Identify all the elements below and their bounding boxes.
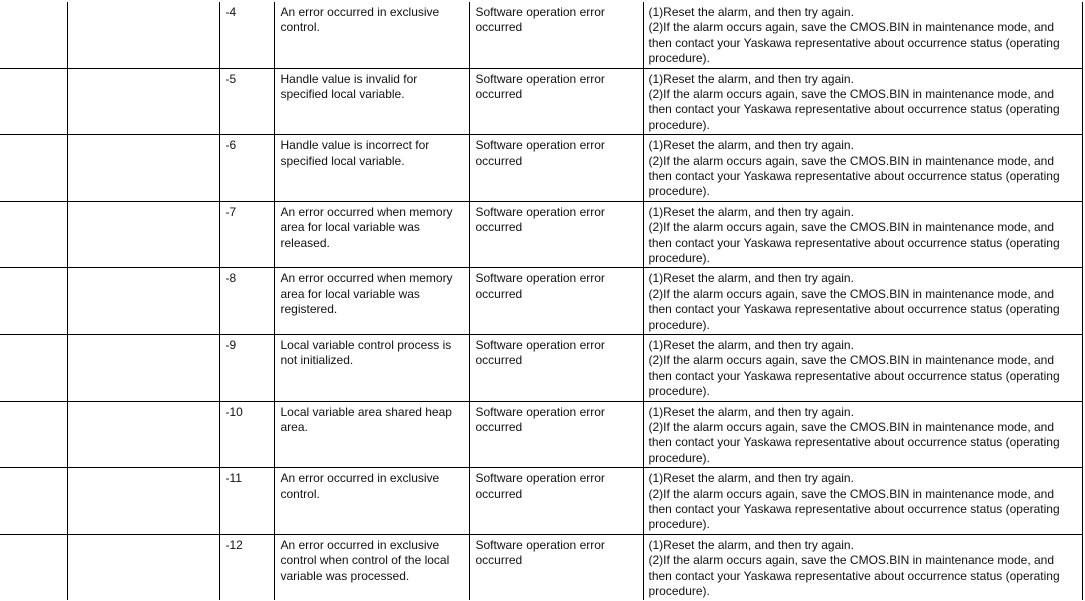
alarm-number-cell <box>0 401 67 468</box>
alarm-name-cell <box>67 68 219 135</box>
alarm-number-cell <box>0 68 67 135</box>
message-cell: An error occurred in exclusive control. <box>274 468 469 535</box>
remedy-cell: (1)Reset the alarm, and then try again. (2)If the alarm occurs again, save the CMOS.BIN in maintenance mode, and then contact your Yaskawa representative about occurrence status (operating procedure). <box>643 68 1082 135</box>
cause-cell: Software operation error occurred <box>469 334 643 401</box>
remedy-cell: (1)Reset the alarm, and then try again. (2)If the alarm occurs again, save the CMOS.BIN in maintenance mode, and then contact your Yaskawa representative about occurrence status (operating procedure). <box>643 201 1082 268</box>
alarm-name-cell <box>67 334 219 401</box>
cause-cell: Software operation error occurred <box>469 268 643 335</box>
table-row <box>0 401 1082 468</box>
alarm-name-cell <box>67 135 219 202</box>
alarm-number-cell <box>0 334 67 401</box>
sub-code-cell: -10 <box>219 401 274 468</box>
message-cell: Handle value is invalid for specified local variable. <box>274 68 469 135</box>
alarm-number-cell <box>0 2 67 68</box>
table-row <box>0 135 1082 202</box>
alarm-name-cell <box>67 268 219 335</box>
alarm-name-cell <box>67 2 219 68</box>
cause-cell: Software operation error occurred <box>469 2 643 68</box>
sub-code-cell: -8 <box>219 268 274 335</box>
table-body <box>0 2 1082 600</box>
message-cell: An error occurred when memory area for local variable was released. <box>274 201 469 268</box>
sub-code-cell: -4 <box>219 2 274 68</box>
message-cell: Local variable area shared heap area. <box>274 401 469 468</box>
alarm-name-cell <box>67 401 219 468</box>
sub-code-cell: -6 <box>219 135 274 202</box>
alarm-name-cell <box>67 201 219 268</box>
alarm-name-cell <box>67 534 219 600</box>
remedy-cell: (1)Reset the alarm, and then try again. (2)If the alarm occurs again, save the CMOS.BIN in maintenance mode, and then contact your Yaskawa representative about occurrence status (operating procedure). <box>643 534 1082 600</box>
table-row <box>0 468 1082 535</box>
table-row <box>0 2 1082 68</box>
alarm-number-cell <box>0 201 67 268</box>
message-cell: An error occurred in exclusive control. <box>274 2 469 68</box>
remedy-cell: (1)Reset the alarm, and then try again. (2)If the alarm occurs again, save the CMOS.BIN in maintenance mode, and then contact your Yaskawa representative about occurrence status (operating procedure). <box>643 401 1082 468</box>
remedy-cell: (1)Reset the alarm, and then try again. (2)If the alarm occurs again, save the CMOS.BIN in maintenance mode, and then contact your Yaskawa representative about occurrence status (operating procedure). <box>643 2 1082 68</box>
remedy-cell: (1)Reset the alarm, and then try again. (2)If the alarm occurs again, save the CMOS.BIN in maintenance mode, and then contact your Yaskawa representative about occurrence status (operating procedure). <box>643 334 1082 401</box>
alarm-number-cell <box>0 468 67 535</box>
remedy-cell: (1)Reset the alarm, and then try again. (2)If the alarm occurs again, save the CMOS.BIN in maintenance mode, and then contact your Yaskawa representative about occurrence status (operating procedure). <box>643 135 1082 202</box>
cause-cell: Software operation error occurred <box>469 401 643 468</box>
sub-code-cell: -11 <box>219 468 274 535</box>
cause-cell: Software operation error occurred <box>469 468 643 535</box>
table-row <box>0 534 1082 600</box>
alarm-number-cell <box>0 135 67 202</box>
sub-code-cell: -12 <box>219 534 274 600</box>
cause-cell: Software operation error occurred <box>469 135 643 202</box>
remedy-cell: (1)Reset the alarm, and then try again. (2)If the alarm occurs again, save the CMOS.BIN in maintenance mode, and then contact your Yaskawa representative about occurrence status (operating procedure). <box>643 468 1082 535</box>
table-row <box>0 68 1082 135</box>
alarm-table <box>0 2 1083 600</box>
message-cell: Handle value is incorrect for specified local variable. <box>274 135 469 202</box>
alarm-name-cell <box>67 468 219 535</box>
alarm-number-cell <box>0 268 67 335</box>
sub-code-cell: -9 <box>219 334 274 401</box>
sub-code-cell: -5 <box>219 68 274 135</box>
sub-code-cell: -7 <box>219 201 274 268</box>
message-cell: An error occurred in exclusive control when control of the local variable was processed. <box>274 534 469 600</box>
message-cell: An error occurred when memory area for local variable was registered. <box>274 268 469 335</box>
message-cell: Local variable control process is not initialized. <box>274 334 469 401</box>
cause-cell: Software operation error occurred <box>469 68 643 135</box>
remedy-cell: (1)Reset the alarm, and then try again. (2)If the alarm occurs again, save the CMOS.BIN in maintenance mode, and then contact your Yaskawa representative about occurrence status (operating procedure). <box>643 268 1082 335</box>
cause-cell: Software operation error occurred <box>469 201 643 268</box>
table-row <box>0 268 1082 335</box>
alarm-number-cell <box>0 534 67 600</box>
table-row <box>0 201 1082 268</box>
cause-cell: Software operation error occurred <box>469 534 643 600</box>
table-row <box>0 334 1082 401</box>
